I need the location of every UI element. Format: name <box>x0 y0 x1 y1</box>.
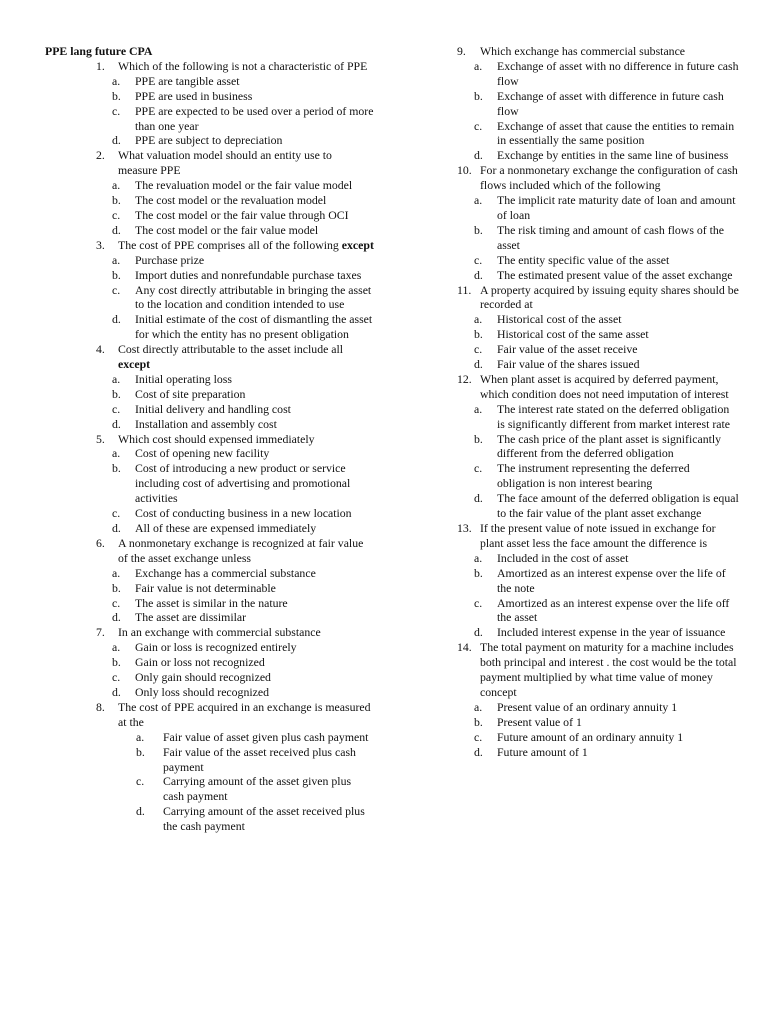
option-label: b. <box>112 655 121 670</box>
option-text: The cost model or the fair value model <box>135 222 319 237</box>
option-label: d. <box>136 804 145 819</box>
answer-option <box>474 566 740 596</box>
option-label: d. <box>474 148 483 163</box>
answer-option <box>474 625 740 640</box>
question-number: 6. <box>96 535 105 550</box>
option-text: Cost of conducting business in a new location <box>135 506 352 521</box>
option-text: Fair value of the asset received plus cash payment <box>163 744 356 774</box>
question-list-left <box>44 59 374 834</box>
answer-option <box>474 745 740 760</box>
option-text: Fair value of asset given plus cash payment <box>163 729 369 744</box>
question-item <box>44 342 374 431</box>
option-label: b. <box>474 327 483 342</box>
option-label: d. <box>474 267 483 282</box>
answer-option <box>112 685 374 700</box>
answer-option <box>474 730 740 745</box>
answer-option <box>112 670 374 685</box>
question-text: In an exchange with commercial substance <box>118 625 321 640</box>
option-label: a. <box>474 312 483 327</box>
answer-option <box>474 700 740 715</box>
question-text: The total payment on maturity for a machine includes both principal and interest . the cost would be the total payment multiplied by what time value of money concept <box>480 640 737 699</box>
option-label: a. <box>136 729 145 744</box>
option-label: a. <box>112 252 121 267</box>
option-text: Cost of site preparation <box>135 386 246 401</box>
option-label: c. <box>112 506 121 521</box>
option-label: a. <box>112 178 121 193</box>
question-text: A nonmonetary exchange is recognized at fair value of the asset exchange unless <box>118 535 364 565</box>
option-text: Present value of an ordinary annuity 1 <box>497 699 678 714</box>
option-label: d. <box>112 684 121 699</box>
option-list <box>112 252 374 342</box>
option-label: c. <box>112 282 121 297</box>
question-text: When plant asset is acquired by deferred payment, which condition does not need imputation of interest <box>480 371 729 401</box>
option-list <box>474 550 740 640</box>
question-text: Which exchange has commercial substance <box>480 44 686 58</box>
option-label: c. <box>474 252 483 267</box>
option-list <box>136 729 374 834</box>
option-text: Future amount of 1 <box>497 744 588 759</box>
answer-option <box>112 417 374 432</box>
answer-option <box>112 640 374 655</box>
answer-option <box>474 461 740 491</box>
option-label: b. <box>112 88 121 103</box>
answer-option <box>112 178 374 193</box>
question-number: 12. <box>457 371 472 386</box>
question-text: What valuation model should an entity use to measure PPE <box>118 148 332 178</box>
option-label: a. <box>474 550 483 565</box>
answer-option <box>474 491 740 521</box>
answer-option <box>474 253 740 268</box>
question-emphasis: except <box>118 357 151 372</box>
option-label: b. <box>474 714 483 729</box>
question-item <box>450 521 740 640</box>
answer-option <box>112 506 374 521</box>
option-text: The implicit rate maturity date of loan and amount of loan <box>497 193 736 222</box>
option-label: d. <box>112 521 121 535</box>
option-text: PPE are used in business <box>135 88 253 103</box>
option-text: The cash price of the plant asset is significantly different from the deferred obligation <box>497 431 722 461</box>
option-text: Present value of 1 <box>497 714 582 729</box>
answer-option <box>112 655 374 670</box>
option-text: Initial delivery and handling cost <box>135 401 291 416</box>
option-text: Cost of introducing a new product or service including cost of advertising and promotional activities <box>135 461 351 506</box>
question-item <box>44 148 374 237</box>
option-text: The face amount of the deferred obligation is equal to the fair value of the plant asset exchange <box>497 491 739 521</box>
option-label: c. <box>474 118 483 133</box>
option-text: Gain or loss is recognized entirely <box>135 640 297 655</box>
option-label: a. <box>112 446 121 461</box>
answer-option <box>112 312 374 342</box>
option-label: a. <box>112 371 121 386</box>
option-text: Fair value is not determinable <box>135 580 276 595</box>
option-text: Import duties and nonrefundable purchase taxes <box>135 267 362 282</box>
option-text: Installation and assembly cost <box>135 416 277 431</box>
answer-option <box>112 610 374 625</box>
option-label: a. <box>474 401 483 416</box>
option-label: c. <box>474 729 483 744</box>
answer-option <box>474 59 740 89</box>
option-list <box>112 565 374 626</box>
question-item <box>450 163 740 282</box>
option-text: Exchange of asset with no difference in future cash flow <box>497 58 739 88</box>
option-label: c. <box>112 207 121 222</box>
option-text: Historical cost of the asset <box>497 312 622 327</box>
option-label: b. <box>112 461 121 476</box>
option-label: c. <box>112 670 121 685</box>
answer-option <box>474 342 740 357</box>
left-column <box>44 44 374 834</box>
option-label: c. <box>112 103 121 118</box>
option-text: Gain or loss not recognized <box>135 655 265 670</box>
answer-option <box>474 596 740 626</box>
question-text: A property acquired by issuing equity shares should be recorded at <box>480 282 739 312</box>
option-label: d. <box>112 133 121 148</box>
question-item <box>44 700 374 834</box>
answer-option <box>136 774 374 804</box>
question-text: For a nonmonetary exchange the configuration of cash flows included which of the following <box>480 163 738 193</box>
question-number: 14. <box>457 640 472 655</box>
option-text: Purchase prize <box>135 252 205 267</box>
answer-option <box>112 74 374 89</box>
option-label: a. <box>474 699 483 714</box>
answer-option <box>136 729 374 745</box>
option-list <box>112 178 374 238</box>
option-text: PPE are tangible asset <box>135 73 240 88</box>
option-text: Exchange by entities in the same line of business <box>497 148 729 163</box>
answer-option <box>474 432 740 462</box>
option-text: All of these are expensed immediately <box>135 521 317 535</box>
option-text: Only gain should recognized <box>135 670 271 685</box>
option-text: Fair value of the shares issued <box>497 357 640 372</box>
answer-option <box>112 208 374 223</box>
question-item <box>44 432 374 536</box>
option-text: The revaluation model or the fair value model <box>135 178 353 193</box>
option-text: The entity specific value of the asset <box>497 252 670 267</box>
option-text: Carrying amount of the asset received plus the cash payment <box>163 804 365 834</box>
question-number: 9. <box>457 44 466 58</box>
option-label: d. <box>474 744 483 759</box>
option-list <box>112 446 374 535</box>
answer-option <box>112 402 374 417</box>
answer-option <box>474 312 740 327</box>
option-text: Included interest expense in the year of issuance <box>497 625 726 640</box>
question-number: 13. <box>457 521 472 535</box>
option-label: a. <box>474 193 483 208</box>
question-text: Which cost should expensed immediately <box>118 431 315 446</box>
option-label: c. <box>112 595 121 610</box>
option-list <box>474 699 740 760</box>
option-list <box>112 640 374 700</box>
option-text: The interest rate stated on the deferred obligation is significantly different from market interest rate <box>497 401 731 431</box>
option-text: Fair value of the asset receive <box>497 342 638 357</box>
question-item <box>450 640 740 759</box>
option-label: a. <box>112 73 121 88</box>
question-number: 2. <box>96 148 105 163</box>
option-label: d. <box>474 491 483 506</box>
option-text: Initial operating loss <box>135 371 232 386</box>
option-label: b. <box>112 193 121 208</box>
option-text: Initial estimate of the cost of dismantling the asset for which the entity has no present obligation <box>135 312 373 342</box>
option-label: b. <box>474 565 483 580</box>
answer-option <box>112 268 374 283</box>
answer-option <box>112 446 374 461</box>
option-label: d. <box>112 222 121 237</box>
question-text: Cost directly attributable to the asset include all <box>118 342 344 357</box>
option-text: Historical cost of the same asset <box>497 327 649 342</box>
option-text: Cost of opening new facility <box>135 446 270 461</box>
option-text: Only loss should recognized <box>135 684 270 699</box>
option-list <box>474 312 740 372</box>
answer-option <box>474 357 740 372</box>
document-title: PPE lang future CPA <box>45 44 153 58</box>
answer-option <box>112 283 374 313</box>
answer-option <box>474 268 740 283</box>
option-label: c. <box>474 595 483 610</box>
option-list <box>474 401 740 521</box>
option-text: Amortized as an interest expense over the life of the note <box>497 565 726 595</box>
option-list <box>474 58 740 163</box>
option-text: PPE are subject to depreciation <box>135 133 283 148</box>
answer-option <box>112 581 374 596</box>
answer-option <box>474 715 740 730</box>
answer-option <box>112 104 374 134</box>
option-list <box>112 371 374 432</box>
option-label: d. <box>112 312 121 327</box>
option-label: d. <box>474 357 483 372</box>
option-text: The cost model or the fair value through OCI <box>135 207 349 222</box>
question-number: 8. <box>96 699 105 714</box>
answer-option <box>136 804 374 834</box>
answer-option <box>474 89 740 119</box>
answer-option <box>474 327 740 342</box>
question-item <box>450 44 740 163</box>
option-text: The estimated present value of the asset exchange <box>497 267 733 282</box>
answer-option <box>136 744 374 775</box>
question-number: 10. <box>457 163 472 178</box>
question-number: 3. <box>96 237 105 252</box>
answer-option <box>474 193 740 223</box>
option-label: b. <box>474 431 483 446</box>
option-list <box>474 193 740 282</box>
answer-option <box>474 223 740 253</box>
question-number: 4. <box>96 342 105 357</box>
answer-option <box>474 551 740 566</box>
question-item <box>450 372 740 521</box>
option-label: d. <box>474 625 483 640</box>
answer-option <box>112 521 374 536</box>
question-number: 5. <box>96 431 105 446</box>
answer-option <box>112 89 374 104</box>
question-text: The cost of PPE comprises all of the following <box>118 237 339 252</box>
answer-option <box>474 148 740 163</box>
answer-option <box>112 596 374 611</box>
option-text: Amortized as an interest expense over the life off the asset <box>497 595 730 625</box>
answer-option <box>112 387 374 402</box>
option-text: Exchange of asset that cause the entities to remain in essentially the same position <box>497 118 735 148</box>
question-item <box>450 283 740 372</box>
question-item <box>44 625 374 700</box>
option-text: Included in the cost of asset <box>497 550 629 565</box>
option-label: c. <box>112 401 121 416</box>
question-number: 7. <box>96 625 105 640</box>
question-item <box>44 238 374 342</box>
option-text: The instrument representing the deferred obligation is non interest bearing <box>497 461 690 491</box>
option-text: Carrying amount of the asset given plus cash payment <box>163 774 352 804</box>
option-text: The risk timing and amount of cash flows of the asset <box>497 222 725 252</box>
question-item <box>44 59 374 148</box>
option-label: c. <box>474 461 483 476</box>
answer-option <box>112 133 374 148</box>
question-text: If the present value of note issued in exchange for plant asset less the face amount the difference is <box>480 521 716 550</box>
right-column <box>450 44 740 760</box>
option-label: c. <box>136 774 145 789</box>
option-label: b. <box>112 267 121 282</box>
answer-option <box>112 461 374 506</box>
option-text: Any cost directly attributable in bringing the asset to the location and condition intended to use <box>135 282 372 312</box>
option-text: The asset is similar in the nature <box>135 595 288 610</box>
question-text: Which of the following is not a characteristic of PPE <box>118 58 368 73</box>
option-label: a. <box>112 640 121 655</box>
option-text: Exchange of asset with difference in future cash flow <box>497 88 724 118</box>
question-list-right <box>450 44 740 760</box>
answer-option <box>474 402 740 432</box>
answer-option <box>112 223 374 238</box>
option-label: c. <box>474 342 483 357</box>
option-label: b. <box>474 88 483 103</box>
option-label: b. <box>136 744 145 759</box>
option-text: The cost model or the revaluation model <box>135 193 327 208</box>
answer-option <box>112 372 374 387</box>
option-text: PPE are expected to be used over a period of more than one year <box>135 103 374 133</box>
option-label: a. <box>474 58 483 73</box>
option-text: The asset are dissimilar <box>135 610 247 625</box>
option-text: Exchange has a commercial substance <box>135 565 316 580</box>
answer-option <box>112 566 374 581</box>
question-number: 11. <box>457 282 472 297</box>
option-label: d. <box>112 416 121 431</box>
question-item <box>44 536 374 625</box>
option-label: b. <box>112 580 121 595</box>
answer-option <box>112 193 374 208</box>
option-label: b. <box>474 222 483 237</box>
answer-option <box>112 253 374 268</box>
option-label: b. <box>112 386 121 401</box>
question-emphasis: except <box>341 237 374 252</box>
option-text: Future amount of an ordinary annuity 1 <box>497 729 684 744</box>
answer-option <box>474 119 740 149</box>
question-number: 1. <box>96 58 105 73</box>
option-label: a. <box>112 565 121 580</box>
question-text: The cost of PPE acquired in an exchange is measured at the <box>118 699 371 729</box>
option-list <box>112 73 374 149</box>
option-label: d. <box>112 610 121 625</box>
